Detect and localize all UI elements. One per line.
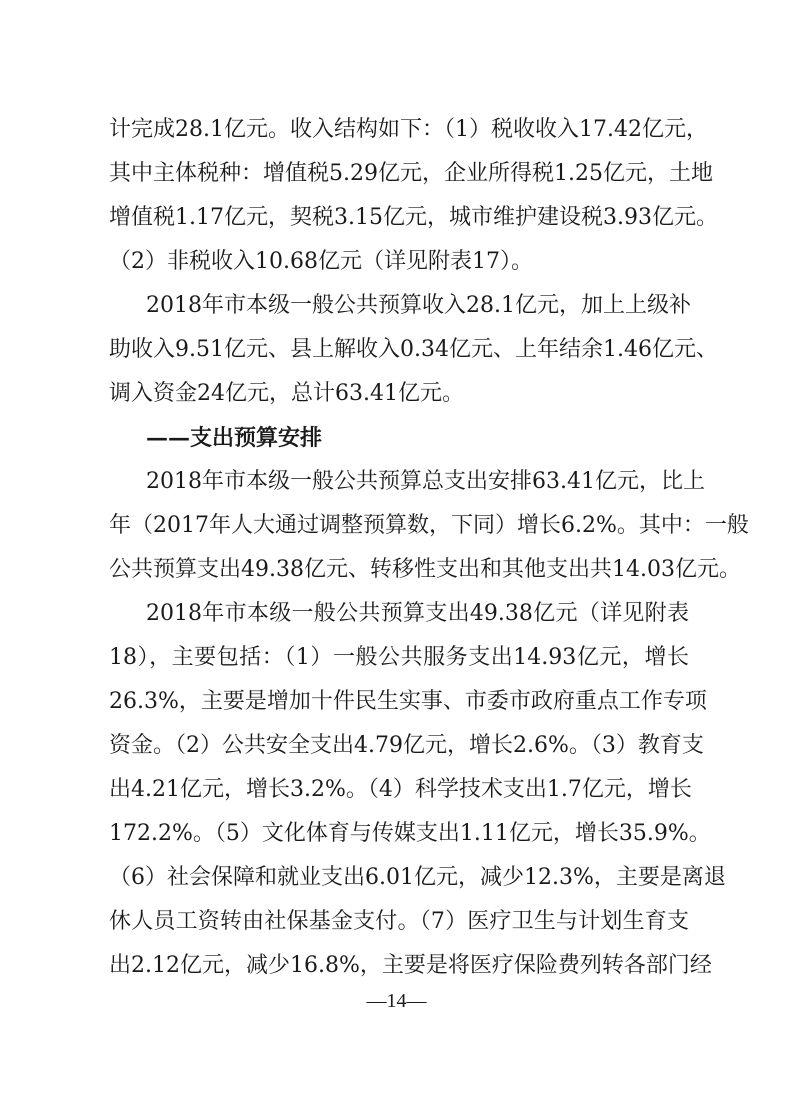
text-line: 公共预算支出49.38亿元、转移性支出和其他支出共14.03亿元。	[109, 557, 741, 582]
text-line: 172.2%。（5）文化体育与传媒支出1.11亿元，增长35.9%。	[109, 821, 711, 846]
text-line: 26.3%，主要是增加十件民生实事、市委市政府重点工作专项	[109, 689, 707, 714]
section-heading: ——支出预算安排	[146, 425, 323, 451]
text-line: 助收入9.51亿元、县上解收入0.34亿元、上年结余1.46亿元、	[109, 337, 718, 362]
page-number: —14—	[366, 990, 427, 1012]
text-line: 年（2017年人大通过调整预算数，下同）增长6.2%。其中：一般	[109, 513, 749, 538]
text-line: 出4.21亿元，增长3.2%。（4）科学技术支出1.7亿元，增长	[109, 777, 692, 802]
text-line: （2）非税收入10.68亿元（详见附表17）。	[109, 249, 533, 274]
text-line: 调入资金24亿元，总计63.41亿元。	[109, 381, 464, 406]
text-line: 资金。（2）公共安全支出4.79亿元，增长2.6%。（3）教育支	[109, 733, 704, 758]
text-line: 2018年市本级一般公共预算总支出安排63.41亿元，比上	[146, 469, 705, 494]
text-line: （6）社会保障和就业支出6.01亿元，减少12.3%，主要是离退	[109, 865, 726, 890]
text-line: 2018年市本级一般公共预算收入28.1亿元，加上上级补	[146, 293, 691, 318]
text-line: 其中主体税种：增值税5.29亿元，企业所得税1.25亿元，土地	[109, 161, 713, 186]
text-line: 出2.12亿元，减少16.8%，主要是将医疗保险费列转各部门经	[109, 953, 712, 978]
text-line: 2018年市本级一般公共预算支出49.38亿元（详见附表	[146, 601, 689, 626]
text-line: 休人员工资转由社保基金支付。（7）医疗卫生与计划生育支	[109, 909, 689, 934]
text-line: 计完成28.1亿元。收入结构如下：（1）税收收入17.42亿元，	[109, 117, 708, 142]
text-line: 18），主要包括：（1）一般公共服务支出14.93亿元，增长	[109, 645, 689, 670]
text-line: 增值税1.17亿元，契税3.15亿元，城市维护建设税3.93亿元。	[109, 205, 718, 230]
